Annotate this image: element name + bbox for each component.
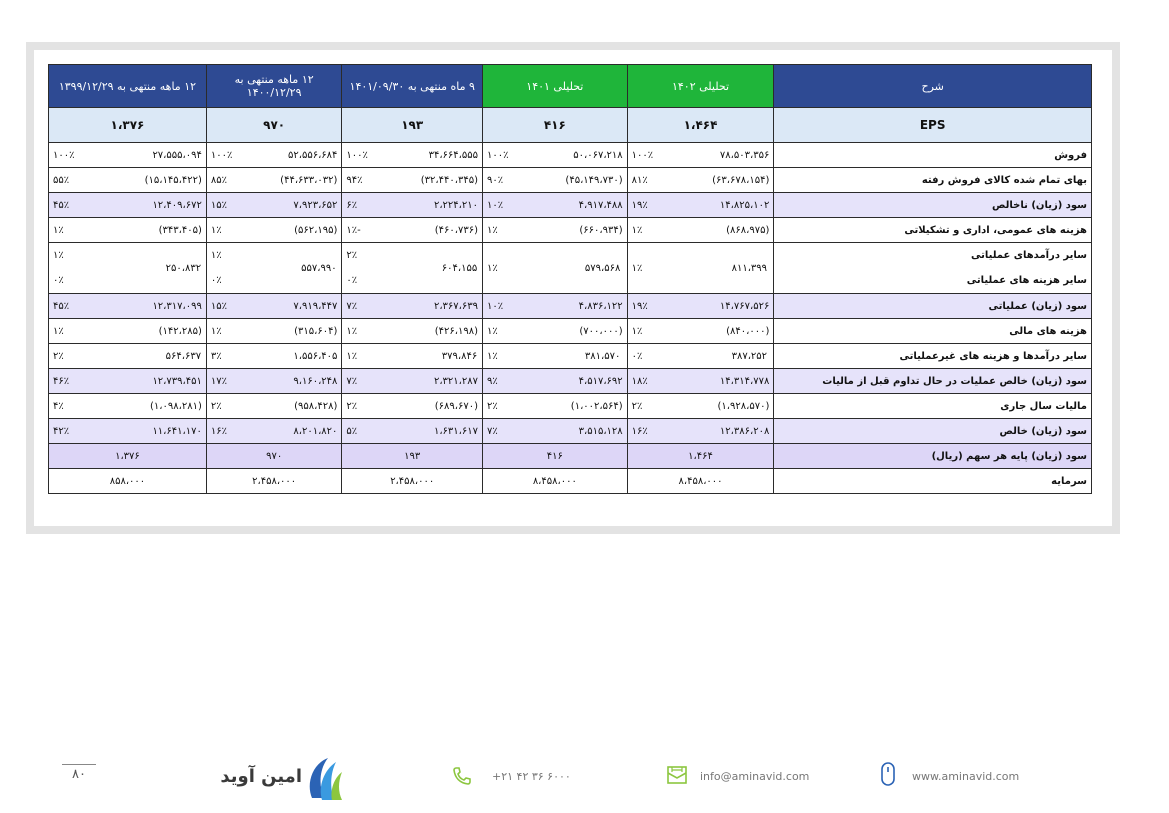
cell-percent: ۱۰۰٪ xyxy=(342,143,437,168)
eps-9m: ۱۹۳ xyxy=(342,108,483,143)
cell-value: ۸،۲۰۱،۸۲۰ xyxy=(296,419,342,444)
header-12m-1399: ۱۲ ماهه منتهی به ۱۳۹۹/۱۲/۲۹ xyxy=(49,65,207,108)
row-label: هزینه های عمومی، اداری و تشکیلاتی xyxy=(774,218,1092,243)
cell-value: ۱،۴۶۴ xyxy=(627,444,774,469)
cell-percent: ۴۶٪ xyxy=(49,369,161,394)
row-label xyxy=(774,243,1092,294)
cell-percent: ۲٪ xyxy=(206,394,296,419)
cell-percent: ۱۷٪ xyxy=(206,369,296,394)
cell-value: ۲۷،۵۵۵،۰۹۴ xyxy=(161,143,207,168)
table-row xyxy=(49,419,1092,444)
row-label: بهای تمام شده کالای فروش رفته xyxy=(774,168,1092,193)
row-label: سود (زیان) عملیاتی xyxy=(774,294,1092,319)
income-statement-table xyxy=(48,64,1092,494)
cell-value: ۳۷۹،۸۴۶ xyxy=(437,344,483,369)
table-row xyxy=(49,319,1092,344)
cell-percent: ۷٪ xyxy=(342,369,437,394)
cell-percent: ۹۴٪ xyxy=(342,168,437,193)
cell-percent: ۱٪ xyxy=(342,344,437,369)
cell-value: ۸۵۸،۰۰۰ xyxy=(49,469,207,494)
cell-value: (۱،۰۹۸،۲۸۱) xyxy=(161,394,207,419)
cell-value: (۱،۰۰۲،۵۶۴) xyxy=(579,394,628,419)
cell-value: ۴،۸۳۶،۱۲۲ xyxy=(579,294,628,319)
phone-icon xyxy=(452,766,472,786)
cell-value: ۱۴،۷۶۷،۵۲۶ xyxy=(725,294,774,319)
cell-percent: ۵٪ xyxy=(342,419,437,444)
cell-percent: ۱۰۰٪ xyxy=(206,143,296,168)
cell-percent: ۱۰۰٪ xyxy=(483,143,579,168)
cell-value: ۵۵۷،۹۹۰ xyxy=(296,243,342,294)
cell-value: ۱،۳۷۶ xyxy=(49,444,207,469)
capital-row xyxy=(49,469,1092,494)
cell-value: ۳،۵۱۵،۱۲۸ xyxy=(579,419,628,444)
header-1402: تحلیلی ۱۴۰۲ xyxy=(627,65,774,108)
cell-value: ۸،۴۵۸،۰۰۰ xyxy=(483,469,628,494)
cell-value: ۵۰،۰۶۷،۲۱۸ xyxy=(579,143,628,168)
eps-row xyxy=(49,108,1092,143)
table-row xyxy=(49,294,1092,319)
cell-percent: ۱۹٪ xyxy=(627,193,725,218)
row-label-line2: سایر هزینه های عملیاتی xyxy=(966,275,1087,286)
cell-value: ۹۷۰ xyxy=(206,444,342,469)
cell-percent: ۳٪ xyxy=(206,344,296,369)
cell-value: (۴۲۶،۱۹۸) xyxy=(437,319,483,344)
mail-icon xyxy=(666,764,688,786)
cell-percent: ۱۰۰٪ xyxy=(49,143,161,168)
row-label: سود (زیان) پایه هر سهم (ریال) xyxy=(774,444,1092,469)
cell-value: (۴۶۰،۷۳۶) xyxy=(437,218,483,243)
cell-percent: ۱۹٪ xyxy=(627,294,725,319)
cell-value: ۱۹۳ xyxy=(342,444,483,469)
cell-percent: ۴٪ xyxy=(49,394,161,419)
phone-text: +۲۱ ۴۲ ۳۶ ۶۰۰۰ xyxy=(492,770,571,783)
row-label: مالیات سال جاری xyxy=(774,394,1092,419)
header-12m-1400: ۱۲ ماهه منتهی به ۱۴۰۰/۱۲/۲۹ xyxy=(206,65,342,108)
table-row xyxy=(49,168,1092,193)
cell-value: ۲،۳۶۷،۶۳۹ xyxy=(437,294,483,319)
cell-percent: ۱٪ xyxy=(483,319,579,344)
cell-value: (۳۴۳،۴۰۵) xyxy=(161,218,207,243)
eps-1400: ۹۷۰ xyxy=(206,108,342,143)
cell-value: ۴۱۶ xyxy=(483,444,628,469)
row-label: سود (زیان) خالص xyxy=(774,419,1092,444)
cell-value: ۱۲،۷۳۹،۴۵۱ xyxy=(161,369,207,394)
cell-value: (۷۰۰،۰۰۰) xyxy=(579,319,628,344)
cell-percent: ۱۸٪ xyxy=(627,369,725,394)
table-row xyxy=(49,344,1092,369)
row-label: سایر درآمدها و هزینه های غیرعملیاتی xyxy=(774,344,1092,369)
cell-percent: ۵۵٪ xyxy=(49,168,161,193)
cell-value: ۴،۵۱۷،۶۹۲ xyxy=(579,369,628,394)
cell-value: ۷۸،۵۰۳،۳۵۶ xyxy=(725,143,774,168)
eps-per-share-row xyxy=(49,444,1092,469)
cell-value: (۹۵۸،۴۲۸) xyxy=(296,394,342,419)
eps-1399: ۱،۳۷۶ xyxy=(49,108,207,143)
cell-percent: ۱۵٪ xyxy=(206,193,296,218)
cell-percent: ۸۱٪ xyxy=(627,168,725,193)
cell-value: ۴،۹۱۷،۴۸۸ xyxy=(579,193,628,218)
cell-percent: ۲٪ xyxy=(49,344,161,369)
row-label: سرمایه xyxy=(774,469,1092,494)
page-number: ۸۰ xyxy=(62,764,96,782)
cell-value: (۱،۹۲۸،۵۷۰) xyxy=(725,394,774,419)
cell-value: ۵۶۴،۶۳۷ xyxy=(161,344,207,369)
cell-percent-line1: ۲٪ xyxy=(346,250,358,261)
cell-value: ۱۲،۳۸۶،۲۰۸ xyxy=(725,419,774,444)
cell-value: ۱۴،۸۲۵،۱۰۲ xyxy=(725,193,774,218)
cell-value: (۴۴،۶۳۳،۰۳۲) xyxy=(296,168,342,193)
header-9m: ۹ ماه منتهی به ۱۴۰۱/۰۹/۳۰ xyxy=(342,65,483,108)
eps-1402: ۱،۴۶۴ xyxy=(627,108,774,143)
page-footer xyxy=(0,740,1169,810)
eps-1401: ۴۱۶ xyxy=(483,108,628,143)
cell-value: ۲،۴۵۸،۰۰۰ xyxy=(342,469,483,494)
cell-percent: ۱٪ xyxy=(206,218,296,243)
cell-percent xyxy=(206,243,296,294)
website-text: www.aminavid.com xyxy=(912,770,1020,783)
cell-value: (۳۱۵،۶۰۴) xyxy=(296,319,342,344)
cell-value: (۱۴۲،۲۸۵) xyxy=(161,319,207,344)
cell-percent: ۱٪ xyxy=(627,218,725,243)
logo-text: امین آوید xyxy=(220,766,302,787)
cell-percent-line1: ۱٪ xyxy=(210,250,222,261)
cell-value: (۸۶۸،۹۷۵) xyxy=(725,218,774,243)
header-1401: تحلیلی ۱۴۰۱ xyxy=(483,65,628,108)
mouse-icon xyxy=(880,761,896,787)
cell-percent-line2: ۰٪ xyxy=(210,275,222,286)
cell-percent: ۴۵٪ xyxy=(49,193,161,218)
cell-percent: ۱٪ xyxy=(49,319,161,344)
table-row xyxy=(49,243,1092,294)
cell-value: ۳۸۷،۲۵۲ xyxy=(725,344,774,369)
cell-percent: ۹۰٪ xyxy=(483,168,579,193)
cell-value: (۶۳،۶۷۸،۱۵۴) xyxy=(725,168,774,193)
row-label: سود (زیان) ناخالص xyxy=(774,193,1092,218)
cell-percent: ۱٪ xyxy=(627,319,725,344)
cell-value: ۱،۵۵۶،۴۰۵ xyxy=(296,344,342,369)
cell-value: ۷،۹۲۳،۶۵۲ xyxy=(296,193,342,218)
cell-value: ۸۱۱،۳۹۹ xyxy=(725,243,774,294)
cell-percent: ۱٪ xyxy=(342,319,437,344)
cell-value: ۱،۶۳۱،۶۱۷ xyxy=(437,419,483,444)
cell-value: ۲،۳۲۱،۲۸۷ xyxy=(437,369,483,394)
table-row xyxy=(49,193,1092,218)
cell-value: ۳۸۱،۵۷۰ xyxy=(579,344,628,369)
row-label-line1: سایر درآمدهای عملیاتی xyxy=(971,250,1087,261)
cell-value: (۱۵،۱۴۵،۴۲۲) xyxy=(161,168,207,193)
table-row xyxy=(49,394,1092,419)
cell-value: ۶۰۴،۱۵۵ xyxy=(437,243,483,294)
cell-percent: ۷٪ xyxy=(342,294,437,319)
cell-percent: ۹٪ xyxy=(483,369,579,394)
cell-value: (۳۲،۴۴۰،۳۴۵) xyxy=(437,168,483,193)
cell-percent-line2: ۰٪ xyxy=(346,275,358,286)
cell-percent: ۱٪ xyxy=(483,218,579,243)
cell-percent-line2: ۰٪ xyxy=(53,275,64,286)
email-text: info@aminavid.com xyxy=(700,770,810,783)
cell-percent: ۱٪ xyxy=(483,344,579,369)
cell-value: (۶۸۹،۶۷۰) xyxy=(437,394,483,419)
cell-percent: ۸۵٪ xyxy=(206,168,296,193)
cell-value: ۲،۴۵۸،۰۰۰ xyxy=(206,469,342,494)
table-row xyxy=(49,218,1092,243)
header-row xyxy=(49,65,1092,108)
cell-percent: ۲٪ xyxy=(483,394,579,419)
cell-percent: ۴۲٪ xyxy=(49,419,161,444)
cell-value: ۹،۱۶۰،۲۴۸ xyxy=(296,369,342,394)
cell-percent: ۱٪ xyxy=(206,319,296,344)
row-label: فروش xyxy=(774,143,1092,168)
cell-percent xyxy=(342,243,437,294)
cell-value: ۳۴،۶۶۴،۵۵۵ xyxy=(437,143,483,168)
cell-percent xyxy=(49,243,161,294)
cell-percent: ۱۰٪ xyxy=(483,294,579,319)
header-desc: شرح xyxy=(774,65,1092,108)
cell-percent: ۱۰٪ xyxy=(483,193,579,218)
cell-value: ۷،۹۱۹،۴۴۷ xyxy=(296,294,342,319)
row-label: هزینه های مالی xyxy=(774,319,1092,344)
company-logo xyxy=(198,752,348,808)
cell-value: (۸۴۰،۰۰۰) xyxy=(725,319,774,344)
cell-percent: ۴۵٪ xyxy=(49,294,161,319)
cell-percent: ۱۰۰٪ xyxy=(627,143,725,168)
cell-percent: ۱۶٪ xyxy=(206,419,296,444)
cell-percent-line1: ۱٪ xyxy=(53,250,64,261)
cell-percent: ۶٪ xyxy=(342,193,437,218)
cell-value: (۵۶۲،۱۹۵) xyxy=(296,218,342,243)
cell-value: ۲،۲۲۴،۲۱۰ xyxy=(437,193,483,218)
table-row xyxy=(49,143,1092,168)
cell-percent: ۲٪ xyxy=(627,394,725,419)
row-label: سود (زیان) خالص عملیات در حال تداوم قبل از مالیات xyxy=(774,369,1092,394)
cell-value: ۱۱،۶۴۱،۱۷۰ xyxy=(161,419,207,444)
cell-percent: ۰٪ xyxy=(627,344,725,369)
cell-percent: ۱۶٪ xyxy=(627,419,725,444)
cell-value: ۱۴،۳۱۴،۷۷۸ xyxy=(725,369,774,394)
eps-label: EPS xyxy=(774,108,1092,143)
cell-value: (۶۶۰،۹۳۴) xyxy=(579,218,628,243)
cell-value: ۵۷۹،۵۶۸ xyxy=(579,243,628,294)
cell-value: ۱۲،۳۱۷،۰۹۹ xyxy=(161,294,207,319)
table-row xyxy=(49,369,1092,394)
cell-percent: ۱۵٪ xyxy=(206,294,296,319)
cell-percent: ۷٪ xyxy=(483,419,579,444)
cell-value: (۴۵،۱۴۹،۷۳۰) xyxy=(579,168,628,193)
cell-value: ۸،۴۵۸،۰۰۰ xyxy=(627,469,774,494)
cell-percent: ۱٪ xyxy=(483,243,579,294)
cell-percent: ۱٪ xyxy=(49,218,161,243)
cell-percent: -۱٪ xyxy=(342,218,437,243)
cell-percent: ۱٪ xyxy=(627,243,725,294)
logo-mark-icon xyxy=(302,754,348,804)
cell-value: ۵۲،۵۵۶،۶۸۴ xyxy=(296,143,342,168)
cell-value: ۱۲،۴۰۹،۶۷۲ xyxy=(161,193,207,218)
cell-value: ۲۵۰،۸۳۲ xyxy=(161,243,207,294)
cell-percent: ۲٪ xyxy=(342,394,437,419)
